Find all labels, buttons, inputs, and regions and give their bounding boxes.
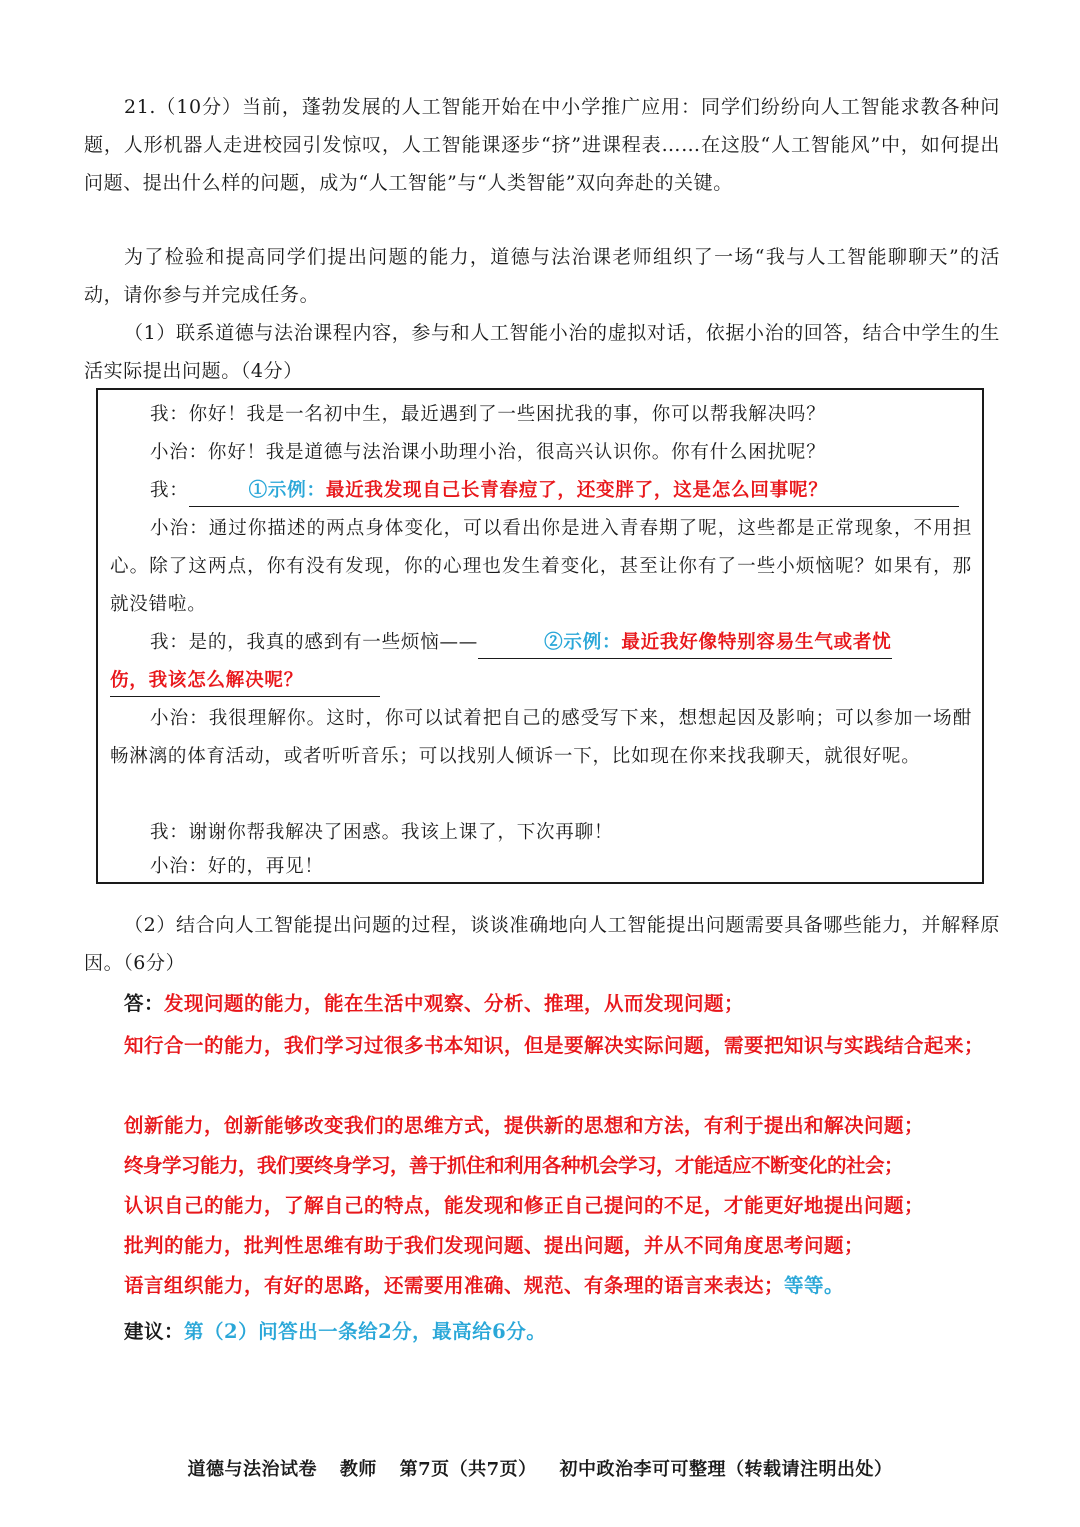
answer-item-5: 认识自己的能力，了解自己的特点，能发现和修正自己提问的不足，才能更好地提出问题； [124,1194,925,1217]
footer-page: 第7页（共7页） [399,1459,537,1480]
answer2-text-b: 伤，我该怎么解决呢？ [110,670,304,691]
dialogue-line-me-4: 我：谢谢你帮我解决了困惑。我该上课了，下次再聊！ [150,822,614,843]
question-intro-2: 为了检验和提高同学们提出问题的能力，道德与法治课老师组织了一场“我与人工智能聊聊天”的活动，请你参与并完成任务。 [84,246,1000,306]
answer-item-1: 答：发现问题的能力，能在生活中观察、分析、推理，从而发现问题； [124,992,745,1015]
sub-question-1: （1）联系道德与法治课程内容，参与和人工智能小治的虚拟对话，依据小治的回答，结合中学生的生活实际提出问题。（4分） [84,322,1000,382]
answer2-text-a: 最近我好像特别容易生气或者忧 [621,632,892,653]
footer-role: 教师 [339,1459,377,1480]
dialogue-line-ai-4: 小治：好的，再见！ [150,856,324,877]
dialogue-line-me-3 [110,624,972,662]
dialogue-line-me-3-cont [110,662,972,700]
speaker-me: 我： [150,480,189,501]
answer-blank-1 [189,476,959,507]
suggestion-text: 第（2）问答出一条给2分，最高给6分。 [184,1320,547,1343]
page-footer [0,1455,1080,1481]
footer-credit: 初中政治李可可整理（转载请注明出处） [559,1459,893,1480]
dialogue-box [96,388,984,884]
answer-etc: 等等。 [784,1274,845,1297]
me-prefix-3: 我：是的，我真的感到有一些烦恼—— [150,632,479,653]
sub-question-2: （2）结合向人工智能提出问题的过程，谈谈准确地向人工智能提出问题需要具备哪些能力，并解释原因。（6分） [84,914,1000,974]
answer-item-4: 终身学习能力，我们要终身学习，善于抓住和利用各种机会学习，才能适应不断变化的社会； [124,1154,904,1177]
grading-suggestion [84,1312,1000,1352]
dialogue-line-me-2 [110,472,972,510]
answer-item-3: 创新能力，创新能够改变我们的思维方式，提供新的思想和方法，有利于提出和解决问题； [124,1114,925,1137]
answer-blank-2b [110,666,380,697]
answer2-label: 示例： [563,632,622,653]
suggestion-label: 建议： [124,1320,185,1343]
dialogue-line-me-1: 我：你好！我是一名初中生，最近遇到了一些困扰我的事，你可以帮我解决吗？ [150,404,826,425]
answer-blank-2a [478,628,891,659]
question-intro-1: 21.（10分）当前，蓬勃发展的人工智能开始在中小学推广应用：同学们纷纷向人工智能求教各种问题，人形机器人走进校园引发惊叹，人工智能课逐步“挤”进课程表……在这股“人工智能风”中，如何提出问题、提出什么样的问题，成为“人工智能”与“人类智能”双向奔赴的关键。 [84,96,1000,194]
answer-label: 答： [124,992,165,1015]
answer2-number: ② [544,632,564,653]
answer-item-2: 知行合一的能力，我们学习过很多书本知识，但是要解决实际问题，需要把知识与实践结合起来； [124,1034,985,1057]
answer-item-6: 批判的能力，批判性思维有助于我们发现问题、提出问题，并从不同角度思考问题； [124,1234,865,1257]
answer-item-7: 语言组织能力，有好的思路，还需要用准确、规范、有条理的语言来表达；等等。 [124,1274,845,1297]
dialogue-line-ai-2: 小治：通过你描述的两点身体变化，可以看出你是进入青春期了呢，这些都是正常现象，不用担心。除了这两点，你有没有发现，你的心理也发生着变化，甚至让你有了一些小烦恼呢？如果有，那就没错啦。 [110,518,972,615]
dialogue-line-ai-3: 小治：我很理解你。这时，你可以试着把自己的感受写下来，想想起因及影响；可以参加一场酣畅淋漓的体育活动，或者听听音乐；可以找别人倾诉一下，比如现在你来找我聊天，就很好呢。 [110,708,972,767]
footer-subject: 道德与法治试卷 [187,1459,318,1480]
dialogue-line-ai-1: 小治：你好！我是道德与法治课小助理小治，很高兴认识你。你有什么困扰呢？ [150,442,826,463]
answer1-number: ① [248,480,268,501]
answer1-text: 最近我发现自己长青春痘了，还变胖了，这是怎么回事呢？ [325,480,828,501]
answer1-label: 示例： [267,480,326,501]
